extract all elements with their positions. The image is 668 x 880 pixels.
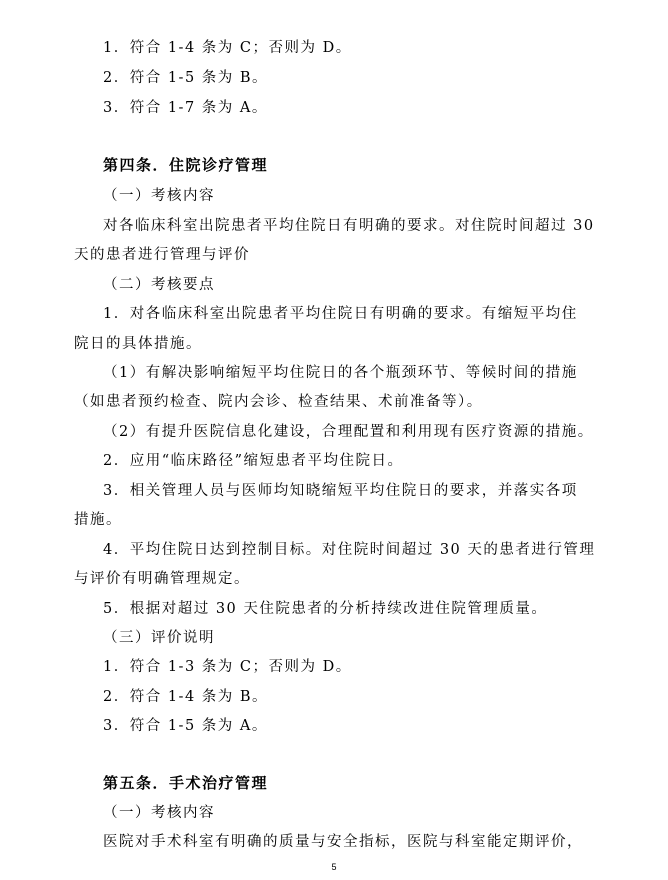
section4-heading: 第四条．住院诊疗管理 [103,156,269,174]
section4-eval-title: （三）评价说明 [103,630,215,646]
point-4-line1: 4．平均住院日达到控制目标。对住院时间超过 30 天的患者进行管理 [103,542,596,558]
section5-content-title: （一）考核内容 [103,805,215,821]
point-1b: （2）有提升医院信息化建设，合理配置和利用现有医疗资源的措施。 [103,424,594,440]
eval-item-3: 3．符合 1-5 条为 A。 [103,718,268,734]
point-5: 5．根据对超过 30 天住院患者的分析持续改进住院管理质量。 [103,601,548,617]
point-1-line2: 院日的具体措施。 [74,336,202,352]
eval-item-2: 2．符合 1-4 条为 B。 [103,689,269,705]
point-2: 2．应用“临床路径”缩短患者平均住院日。 [103,453,404,469]
page-number: 5 [331,862,337,872]
point-3-line1: 3．相关管理人员与医师均知晓缩短平均住院日的要求，并落实各项 [103,483,578,499]
section4-content-line1: 对各临床科室出院患者平均住院日有明确的要求。对住院时间超过 30 [103,218,595,234]
eval-item-1-prev: 1．符合 1-4 条为 C；否则为 D。 [103,40,352,56]
section4-content-line2: 天的患者进行管理与评价 [74,247,250,263]
point-3-line2: 措施。 [74,512,122,528]
section5-content-line1: 医院对手术科室有明确的质量与安全指标，医院与科室能定期评价， [103,834,583,850]
eval-item-2-prev: 2．符合 1-5 条为 B。 [103,70,269,86]
point-4-line2: 与评价有明确管理规定。 [74,571,250,587]
point-1a-line2: （如患者预约检查、院内会诊、检查结果、术前准备等）。 [74,394,483,410]
eval-item-1: 1．符合 1-3 条为 C；否则为 D。 [103,659,352,675]
point-1-line1: 1．对各临床科室出院患者平均住院日有明确的要求。有缩短平均住 [103,306,578,322]
section4-points-title: （二）考核要点 [103,277,215,293]
point-1a-line1: （1）有解决影响缩短平均住院日的各个瓶颈环节、等候时间的措施 [103,365,578,381]
section4-content-title: （一）考核内容 [103,188,215,204]
eval-item-3-prev: 3．符合 1-7 条为 A。 [103,100,268,116]
section5-heading: 第五条．手术治疗管理 [103,774,269,792]
